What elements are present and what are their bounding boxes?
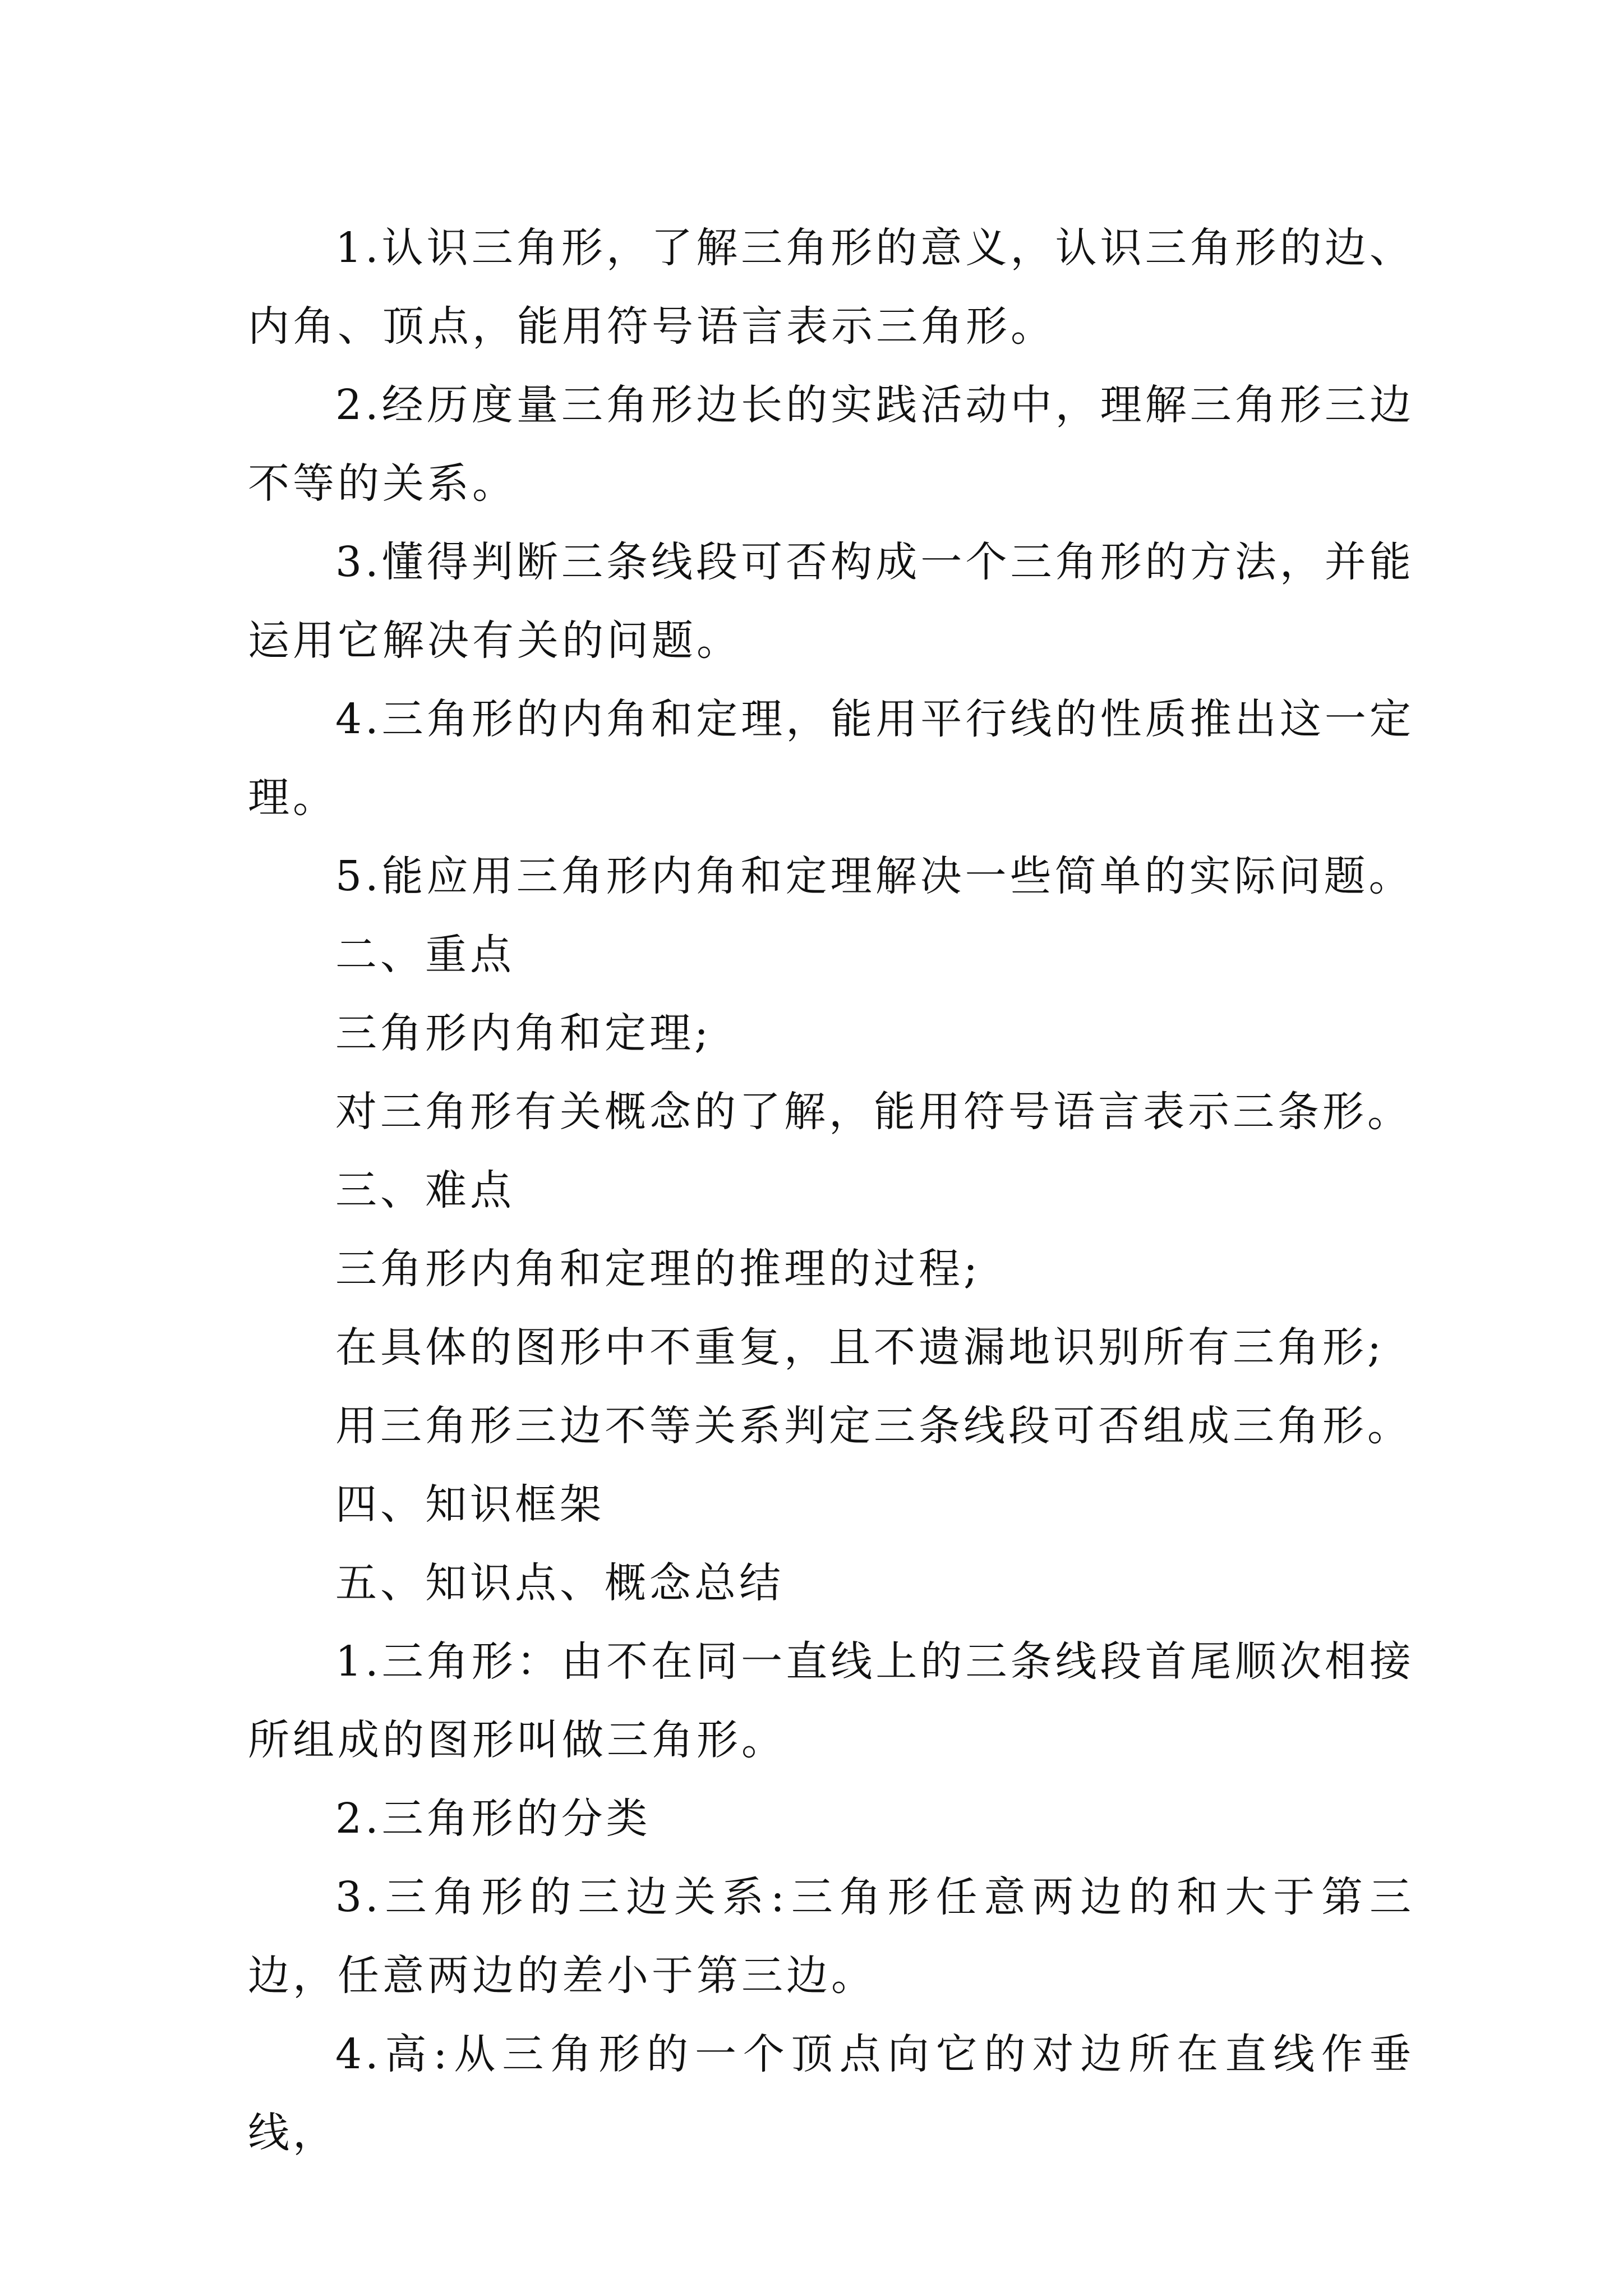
paragraph-key-point-1: 三角形内角和定理; <box>335 1009 712 1057</box>
paragraph-difficulty-3: 用三角形三边不等关系判定三条线段可否组成三角形。 <box>335 1402 1412 1450</box>
paragraph-objective-4: 4.三角形的内角和定理，能用平行线的性质推出这一定理。 <box>248 695 1414 822</box>
paragraph-difficulty-2: 在具体的图形中不重复，且不遗漏地识别所有三角形; <box>335 1323 1385 1372</box>
paragraph-difficulty-1: 三角形内角和定理的推理的过程; <box>335 1245 981 1293</box>
document-body <box>248 209 1414 2172</box>
paragraph-summary-1: 1.三角形：由不在同一直线上的三条线段首尾顺次相接所组成的图形叫做三角形。 <box>248 1637 1414 1764</box>
paragraph-key-point-2: 对三角形有关概念的了解，能用符号语言表示三条形。 <box>335 1088 1412 1136</box>
paragraph-summary-4: 4.高:从三角形的一个顶点向它的对边所在直线作垂线， <box>248 2030 1414 2157</box>
paragraph-objective-2: 2.经历度量三角形边长的实践活动中，理解三角形三边不等的关系。 <box>248 381 1414 508</box>
paragraph-objective-1: 1.认识三角形，了解三角形的意义，认识三角形的边、内角、顶点，能用符号语言表示三角形。 <box>248 224 1414 351</box>
paragraph-objective-3: 3.懂得判断三条线段可否构成一个三角形的方法，并能运用它解决有关的问题。 <box>248 538 1414 665</box>
section-heading-summary: 五、知识点、概念总结 <box>335 1559 784 1607</box>
paragraph-summary-2: 2.三角形的分类 <box>335 1795 651 1843</box>
section-heading-key-points: 二、重点 <box>335 931 515 979</box>
section-heading-framework: 四、知识框架 <box>335 1480 605 1529</box>
paragraph-summary-3: 3.三角形的三边关系:三角形任意两边的和大于第三边，任意两边的差小于第三边。 <box>248 1873 1414 2000</box>
section-heading-difficulties: 三、难点 <box>335 1166 515 1214</box>
paragraph-objective-5: 5.能应用三角形内角和定理解决一些简单的实际问题。 <box>335 852 1414 900</box>
